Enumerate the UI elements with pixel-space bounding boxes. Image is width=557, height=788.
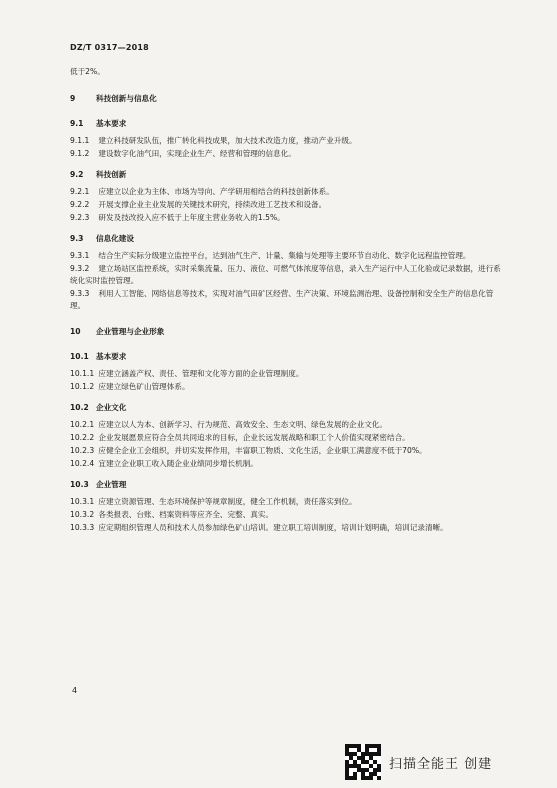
subsection-heading: 9.3 信息化建设 [70,234,134,243]
clause: 9.1.2 建设数字化油气田，实现企业生产、经营和管理的信息化。 [70,149,296,158]
clause: 9.3.3 利用人工智能、网络信息等技术，实现对油气田矿区经营、生产决策、环境监测治理、设备控制和安全生产的信息化管理。 [70,289,494,310]
clause: 10.2.4 宜建立企业职工收入随企业业绩同步增长机制。 [70,459,258,468]
watermark-text: 扫描全能王 创建 [389,756,493,772]
clause: 10.1.2 应建立绿色矿山管理体系。 [70,382,190,391]
section-heading: 9 科技创新与信息化 [70,94,157,103]
subsection-heading: 9.2 科技创新 [70,170,127,179]
qr-code-icon [345,744,381,780]
document-body [70,66,502,535]
clause: 9.3.2 建立场站区监控系统，实时采集流量、压力、液位、可燃气体浓度等信息，录入生产运行中人工化验或记录数据，进行系统化实时监控管理。 [70,264,501,285]
clause: 10.3.1 应建立资源管理、生态环境保护等规章制度，健全工作机制，责任落实到位。 [70,497,357,506]
clause: 10.3.2 各类报表、台账、档案资料等应齐全、完整、真实。 [70,510,274,519]
page-number: 4 [72,686,78,695]
clause: 9.1.1 建立科技研发队伍，推广转化科技成果，加大技术改造力度，推动产业升级。 [70,136,357,145]
document-code: DZ/T 0317—2018 [70,43,149,52]
subsection-heading: 10.1 基本要求 [70,352,127,361]
scanner-watermark [345,744,492,780]
clause: 10.2.2 企业发展愿景应符合全员共同追求的目标，企业长远发展战略和职工个人价值实现紧密结合。 [70,433,410,442]
clause: 10.1.1 应建立涵盖产权、责任、管理和文化等方面的企业管理制度。 [70,369,304,378]
section-heading: 10 企业管理与企业形象 [70,327,165,336]
clause: 9.3.1 结合生产实际分级建立监控平台，达到油气生产、计量、集输与处理等主要环节自动化、数字化远程监控管理。 [70,251,471,260]
clause: 10.2.1 应建立以人为本、创新学习、行为规范、高效安全、生态文明、绿色发展的企业文化。 [70,420,387,429]
clause: 9.2.1 应建立以企业为主体、市场为导向、产学研用相结合的科技创新体系。 [70,187,334,196]
subsection-heading: 10.2 企业文化 [70,403,127,412]
clause: 10.2.3 应健全企业工会组织，并切实发挥作用，丰富职工物质、文化生活，企业职工满意度不低于70%。 [70,446,427,455]
subsection-heading: 10.3 企业管理 [70,480,127,489]
intro-text: 低于2%。 [70,67,105,76]
clause: 9.2.3 研发及技改投入应不低于上年度主营业务收入的1.5%。 [70,213,285,222]
subsection-heading: 9.1 基本要求 [70,119,127,128]
clause: 10.3.3 应定期组织管理人员和技术人员参加绿色矿山培训。建立职工培训制度，培训计划明确，培训记录清晰。 [70,523,448,532]
clause: 9.2.2 开展支撑企业主业发展的关键技术研究，持续改进工艺技术和设备。 [70,200,327,209]
